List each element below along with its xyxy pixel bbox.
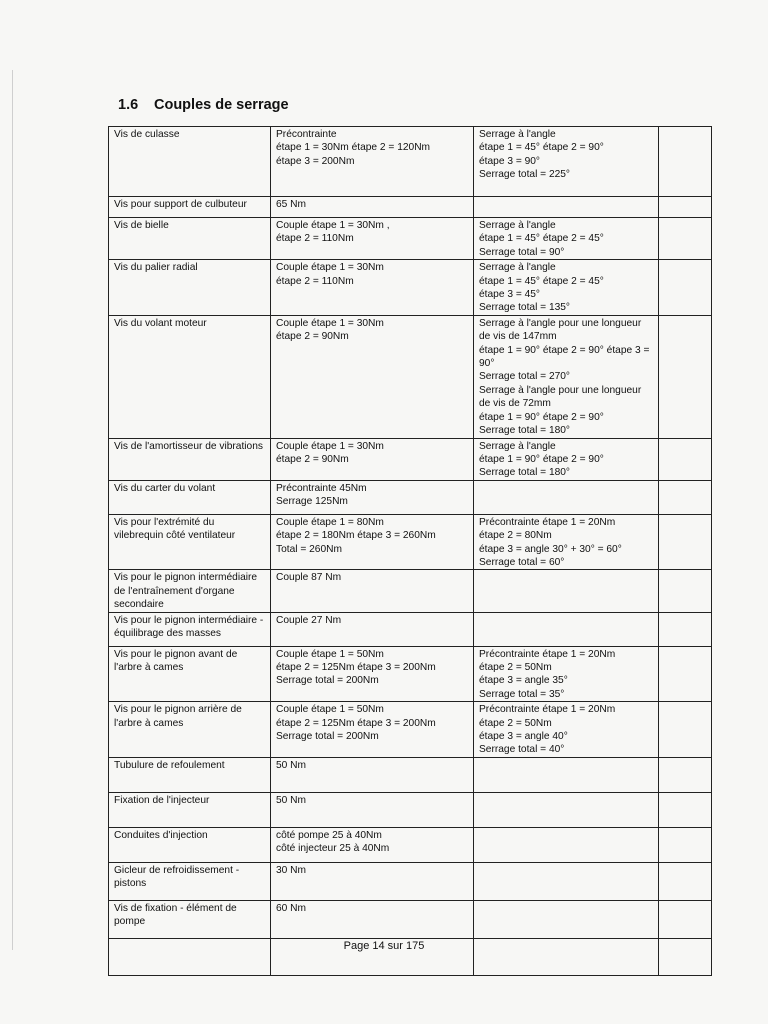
table-row [109, 702, 712, 758]
cell-angle [474, 900, 659, 938]
cell-extra [659, 570, 712, 612]
table-row [109, 197, 712, 218]
cell-angle: Serrage à l'angle étape 1 = 45° étape 2 = 45° Serrage total = 90° [474, 218, 659, 260]
table-row [109, 315, 712, 438]
table-row [109, 757, 712, 792]
scan-margin-line [12, 70, 13, 950]
cell-part: Vis de fixation - élément de pompe [109, 900, 271, 938]
cell-extra [659, 900, 712, 938]
table-row [109, 438, 712, 480]
cell-angle [474, 827, 659, 862]
cell-part: Vis de bielle [109, 218, 271, 260]
cell-angle: Précontrainte étape 1 = 20Nm étape 2 = 50Nm étape 3 = angle 40° Serrage total = 40° [474, 702, 659, 758]
cell-part: Vis pour le pignon arrière de l'arbre à cames [109, 702, 271, 758]
cell-part: Vis de culasse [109, 127, 271, 197]
table-row [109, 646, 712, 702]
cell-extra [659, 197, 712, 218]
cell-angle [474, 757, 659, 792]
cell-part: Vis de l'amortisseur de vibrations [109, 438, 271, 480]
cell-part: Vis pour le pignon intermédiaire - équilibrage des masses [109, 612, 271, 646]
cell-angle [474, 792, 659, 827]
cell-part: Vis pour le pignon intermédiaire de l'entraînement d'organe secondaire [109, 570, 271, 612]
cell-extra [659, 260, 712, 316]
page-number: Page 14 sur 175 [343, 940, 425, 952]
cell-torque: Couple étape 1 = 50Nm étape 2 = 125Nm étape 3 = 200Nm Serrage total = 200Nm [271, 702, 474, 758]
table-row [109, 792, 712, 827]
cell-part: Fixation de l'injecteur [109, 792, 271, 827]
cell-extra [659, 218, 712, 260]
table-row [109, 900, 712, 938]
cell-extra [659, 827, 712, 862]
torque-table [108, 126, 712, 976]
cell-angle [474, 612, 659, 646]
cell-extra [659, 438, 712, 480]
cell-torque: Couple étape 1 = 30Nm , étape 2 = 110Nm [271, 218, 474, 260]
cell-angle: Précontrainte étape 1 = 20Nm étape 2 = 80Nm étape 3 = angle 30° + 30° = 60° Serrage total = 60° [474, 514, 659, 570]
table-row [109, 612, 712, 646]
cell-torque: 50 Nm [271, 757, 474, 792]
cell-angle [474, 570, 659, 612]
cell-torque: Couple étape 1 = 80Nm étape 2 = 180Nm étape 3 = 260Nm Total = 260Nm [271, 514, 474, 570]
cell-extra [659, 757, 712, 792]
cell-part: Vis pour l'extrémité du vilebrequin côté ventilateur [109, 514, 271, 570]
cell-torque: Couple 27 Nm [271, 612, 474, 646]
cell-angle [474, 862, 659, 900]
cell-part: Vis du volant moteur [109, 315, 271, 438]
cell-torque: Précontrainte étape 1 = 30Nm étape 2 = 120Nm étape 3 = 200Nm [271, 127, 474, 197]
cell-torque: 50 Nm [271, 792, 474, 827]
cell-torque: Couple 87 Nm [271, 570, 474, 612]
cell-torque: 30 Nm [271, 862, 474, 900]
cell-torque: Couple étape 1 = 30Nm étape 2 = 90Nm [271, 315, 474, 438]
table-row [109, 480, 712, 514]
cell-part: Vis du palier radial [109, 260, 271, 316]
cell-angle: Précontrainte étape 1 = 20Nm étape 2 = 50Nm étape 3 = angle 35° Serrage total = 35° [474, 646, 659, 702]
cell-part: Vis pour support de culbuteur [109, 197, 271, 218]
cell-torque: Couple étape 1 = 50Nm étape 2 = 125Nm étape 3 = 200Nm Serrage total = 200Nm [271, 646, 474, 702]
section-number: 1.6 [118, 97, 139, 113]
cell-angle: Serrage à l'angle étape 1 = 45° étape 2 = 45° étape 3 = 45° Serrage total = 135° [474, 260, 659, 316]
cell-extra [659, 315, 712, 438]
cell-torque: 60 Nm [271, 900, 474, 938]
cell-angle [474, 197, 659, 218]
section-title: Couples de serrage [154, 97, 289, 113]
table-row [109, 514, 712, 570]
cell-extra [659, 702, 712, 758]
cell-part: Conduites d'injection [109, 827, 271, 862]
cell-extra [659, 792, 712, 827]
cell-angle: Serrage à l'angle pour une longueur de vis de 147mm étape 1 = 90° étape 2 = 90° étape 3 = 90° Serrage total = 270° Serrage à l'angle pour une longueur de vis de 72mm étape 1 = 90° étape 2 = 90° Serrage total = 180° [474, 315, 659, 438]
cell-torque: 65 Nm [271, 197, 474, 218]
cell-torque: Couple étape 1 = 30Nm étape 2 = 90Nm [271, 438, 474, 480]
cell-angle: Serrage à l'angle étape 1 = 90° étape 2 = 90° Serrage total = 180° [474, 438, 659, 480]
cell-extra [659, 612, 712, 646]
cell-part: Vis pour le pignon avant de l'arbre à cames [109, 646, 271, 702]
cell-extra [659, 646, 712, 702]
cell-extra [659, 127, 712, 197]
cell-extra [659, 480, 712, 514]
cell-extra [659, 514, 712, 570]
cell-torque: côté pompe 25 à 40Nm côté injecteur 25 à 40Nm [271, 827, 474, 862]
cell-torque: Couple étape 1 = 30Nm étape 2 = 110Nm [271, 260, 474, 316]
table-row [109, 862, 712, 900]
table-row [109, 570, 712, 612]
table-row [109, 260, 712, 316]
cell-part: Gicleur de refroidissement - pistons [109, 862, 271, 900]
cell-part: Vis du carter du volant [109, 480, 271, 514]
cell-extra [659, 862, 712, 900]
cell-angle: Serrage à l'angle étape 1 = 45° étape 2 = 90° étape 3 = 90° Serrage total = 225° [474, 127, 659, 197]
table-row [109, 127, 712, 197]
cell-torque: Précontrainte 45Nm Serrage 125Nm [271, 480, 474, 514]
table-row [109, 218, 712, 260]
cell-angle [474, 480, 659, 514]
section-heading [118, 97, 289, 113]
cell-part: Tubulure de refoulement [109, 757, 271, 792]
table-row [109, 827, 712, 862]
